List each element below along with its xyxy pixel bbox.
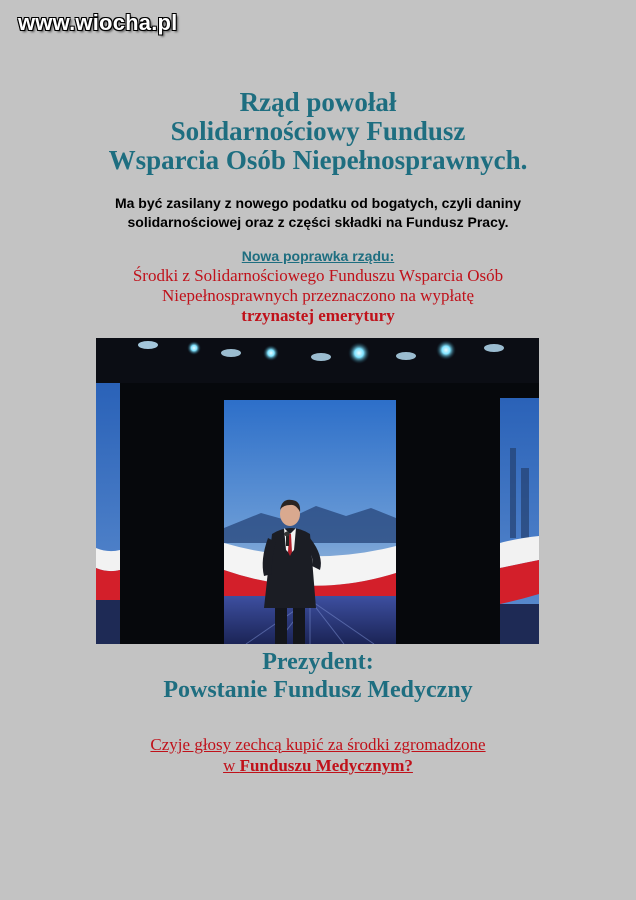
- stage-photo: [96, 338, 539, 644]
- president-line-1: Prezydent:: [262, 649, 374, 675]
- subtitle-line-2: solidarnościowej oraz z części składki na Fundusz Pracy.: [127, 214, 509, 230]
- watermark-logo: www.wiocha.pl: [18, 10, 178, 35]
- amendment-line-3: trzynastej emerytury: [241, 306, 395, 325]
- title-line-1: Rząd powołał: [239, 87, 397, 117]
- amendment-line-1: Środki z Solidarnościowego Funduszu Wsparcia Osób: [132, 266, 504, 285]
- subtitle-line-1: Ma być zasilany z nowego podatku od bogatych, czyli daniny: [114, 195, 522, 211]
- amendment-line-2: Niepełnosprawnych przeznaczono na wypłatę: [161, 286, 474, 305]
- question-line-2: [0, 755, 636, 776]
- question-line-2-prefix: w: [223, 756, 240, 775]
- page-title: [0, 88, 636, 175]
- question-line-1: Czyje głosy zechcą kupić za środki zgromadzone: [150, 735, 486, 754]
- president-line-2: Powstanie Fundusz Medyczny: [163, 677, 473, 703]
- president-heading: [0, 648, 636, 704]
- question-line-2-bold: Funduszu Medycznym?: [239, 756, 413, 775]
- amendment-block: [0, 246, 636, 326]
- stage-photo-illustration: [96, 338, 539, 644]
- right-screen: [500, 398, 539, 644]
- title-line-3: Wsparcia Osób Niepełnosprawnych.: [108, 145, 528, 175]
- subtitle: [0, 194, 636, 232]
- left-screen: [96, 383, 120, 644]
- amendment-heading: Nowa poprawka rządu:: [241, 248, 395, 264]
- question-block: [0, 734, 636, 776]
- title-line-2: Solidarnościowy Fundusz: [170, 116, 466, 146]
